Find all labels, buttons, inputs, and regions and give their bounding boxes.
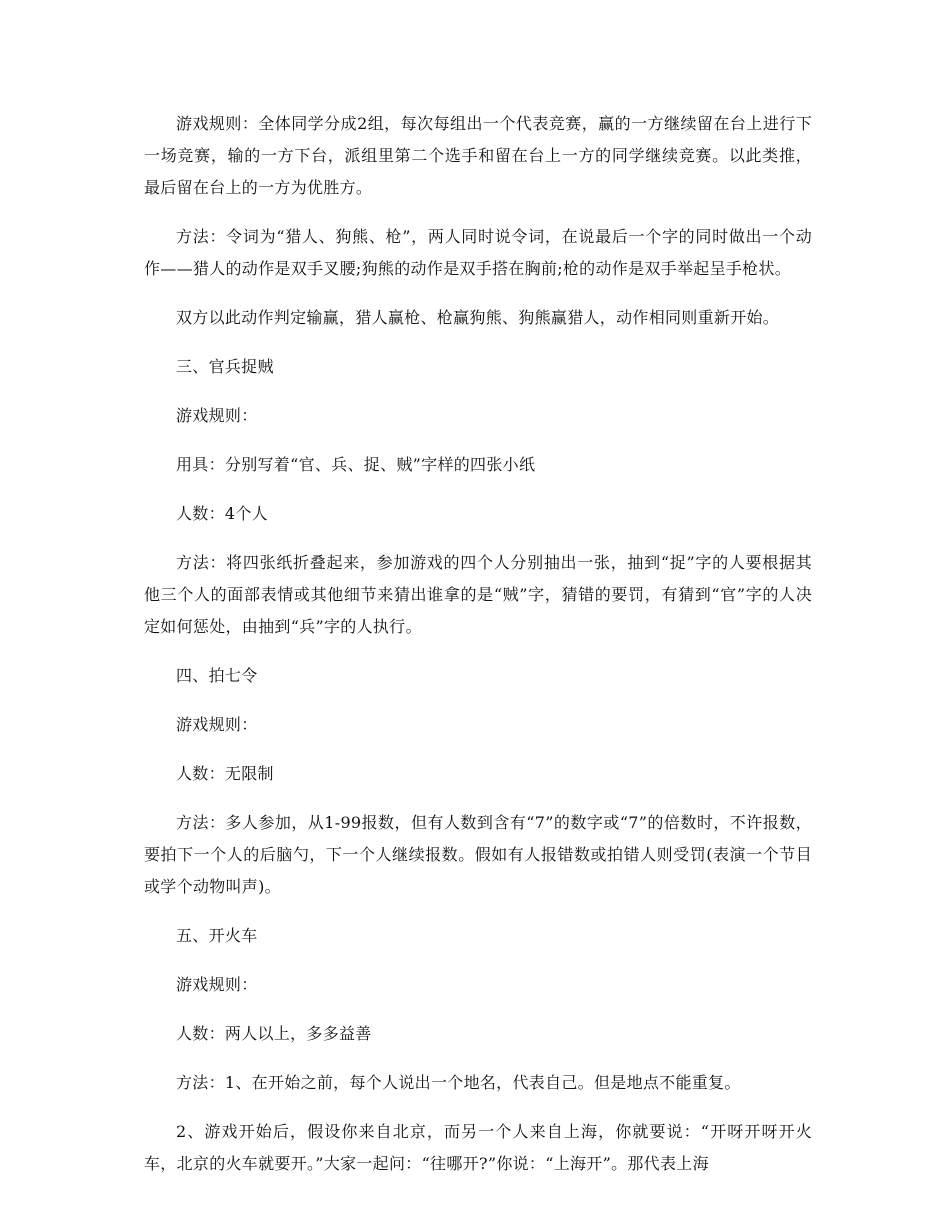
paragraph-rules-label: 游戏规则： [176,406,258,425]
paragraph-rules-overview: 游戏规则：全体同学分成2组，每次每组出一个代表竞赛，赢的一方继续留在台上进行下一场竞赛，输的一方下台，派组里第二个选手和留在台上一方的同学继续竞赛。以此类推，最后留在台上的一方为优胜方。 [144,114,812,197]
paragraph-players-count: 人数：无限制 [176,764,274,783]
paragraph-method-catch-thief: 方法：将四张纸折叠起来，参加游戏的四个人分别抽出一张，抽到“捉”字的人要根据其他三个人的面部表情或其他细节来猜出谁拿的是“贼”字，猜错的要罚，有猜到“官”字的人决定如何惩处，由抽到“兵”字的人执行。 [144,553,812,636]
document-body [144,108,812,1197]
section-heading-4: 四、拍七令 [176,666,258,685]
paragraph-method-clap-seven: 方法：多人参加，从1-99报数，但有人数到含有“7”的数字或“7”的倍数时，不许报数，要拍下一个人的后脑勺，下一个人继续报数。假如有人报错数或拍错人则受罚(表演一个节目或学个动物叫声)。 [144,813,812,896]
section-heading-5: 五、开火车 [176,926,258,945]
paragraph-rules-label: 游戏规则： [176,975,258,994]
paragraph-win-conditions: 双方以此动作判定输赢，猎人赢枪、枪赢狗熊、狗熊赢猎人，动作相同则重新开始。 [176,308,780,327]
paragraph-equipment: 用具：分别写着“官、兵、捉、贼”字样的四张小纸 [176,455,536,474]
section-heading-3: 三、官兵捉贼 [176,357,274,376]
paragraph-rules-label: 游戏规则： [176,715,258,734]
paragraph-method-step-1: 方法：1、在开始之前，每个人说出一个地名，代表自己。但是地点不能重复。 [176,1073,741,1092]
paragraph-method-hunter-bear-gun: 方法：令词为“猎人、狗熊、枪”，两人同时说令词，在说最后一个字的同时做出一个动作——猎人的动作是双手叉腰;狗熊的动作是双手搭在胸前;枪的动作是双手举起呈手枪状。 [144,227,812,278]
paragraph-players-count: 人数：4个人 [176,504,268,523]
paragraph-method-step-2: 2、游戏开始后，假设你来自北京，而另一个人来自上海，你就要说：“开呀开呀开火车，北京的火车就要开。”大家一起问：“往哪开?”你说：“上海开”。那代表上海 [144,1122,812,1173]
paragraph-players-count: 人数：两人以上，多多益善 [176,1024,372,1043]
